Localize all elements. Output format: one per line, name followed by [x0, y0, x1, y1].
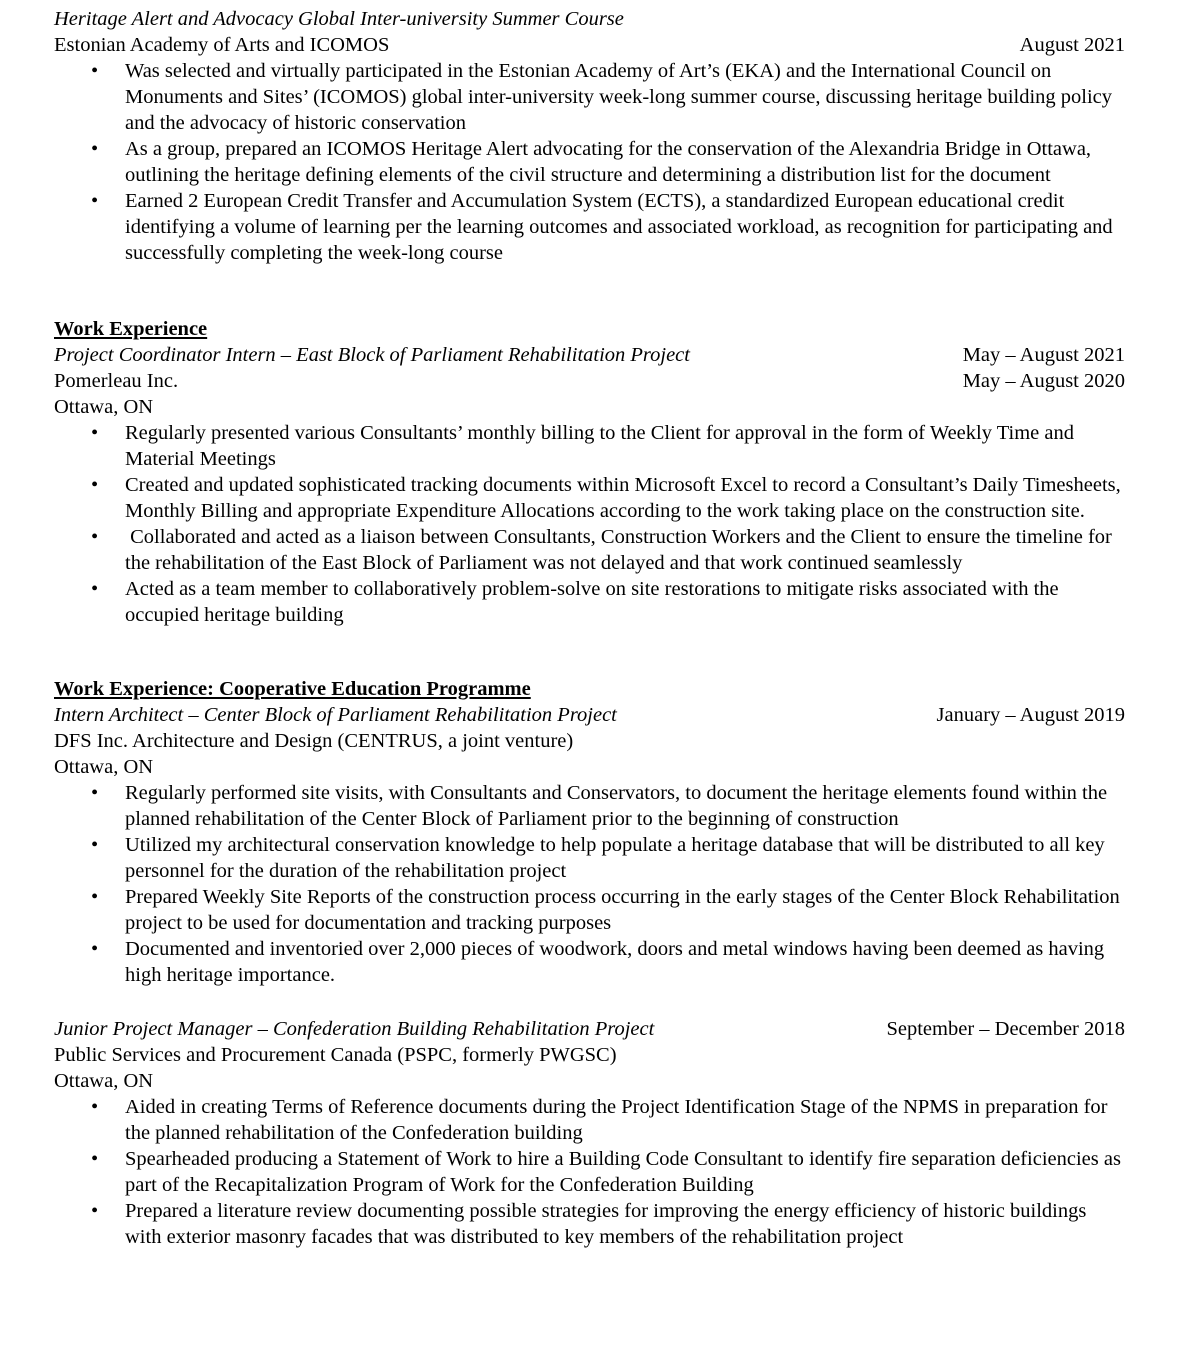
section-spacer: [54, 988, 1125, 1016]
section-heading: Work Experience: [54, 318, 208, 340]
date-range: May – August 2021: [962, 344, 1125, 366]
date-range: September – December 2018: [886, 1018, 1125, 1040]
entry-header-row: [54, 702, 1125, 728]
bullet-text: Earned 2 European Credit Transfer and Accumulation System (ECTS), a standardized European educational credit identifying a volume of learning per the learning outcomes and associated workload, as recognition for participating and successfully completing the week-long course: [125, 190, 1118, 264]
section-spacer: [54, 628, 1125, 676]
section-spacer: [54, 266, 1125, 316]
bullet-item: [54, 58, 1125, 136]
bullet-item: [54, 472, 1125, 524]
bullet-text: Aided in creating Terms of Reference documents during the Project Identification Stage of the NPMS in preparation for the planned rehabilitation of the Confederation building: [125, 1096, 1113, 1144]
bullet-item: [54, 832, 1125, 884]
bullet-list: [54, 58, 1125, 266]
bullet-text: Was selected and virtually participated in the Estonian Academy of Art’s (EKA) and the International Council on Monuments and Sites’ (ICOMOS) global inter-university week-long summer course, discussing heritage building policy and the advocacy of historic conservation: [125, 60, 1118, 134]
entry-pomerleau: [54, 316, 1125, 628]
org-name: DFS Inc. Architecture and Design (CENTRUS, a joint venture): [54, 730, 574, 752]
bullet-item: [54, 136, 1125, 188]
bullet-item: [54, 524, 1125, 576]
role-title: Intern Architect – Center Block of Parliament Rehabilitation Project: [54, 704, 617, 726]
bullet-item: [54, 780, 1125, 832]
role-title: Junior Project Manager – Confederation Building Rehabilitation Project: [54, 1018, 655, 1040]
bullet-text: Documented and inventoried over 2,000 pieces of woodwork, doors and metal windows having been deemed as having high heritage importance.: [125, 938, 1110, 986]
entry-pspc: [54, 1016, 1125, 1250]
bullet-item: [54, 1094, 1125, 1146]
bullet-text: Prepared Weekly Site Reports of the construction process occurring in the early stages of the Center Block Rehabilitation project to be used for documentation and tracking purposes: [125, 886, 1125, 934]
bullet-text: Created and updated sophisticated tracking documents within Microsoft Excel to record a Consultant’s Daily Timesheets, Monthly Billing and appropriate Expenditure Allocations according to the work taking place on the construction site.: [125, 474, 1126, 522]
role-title: Project Coordinator Intern – East Block of Parliament Rehabilitation Project: [54, 344, 690, 366]
bullet-list: [54, 420, 1125, 628]
section-heading: Work Experience: Cooperative Education Programme: [54, 678, 531, 700]
entry-header-row: [54, 1016, 1125, 1042]
org-name: Pomerleau Inc.: [54, 370, 179, 392]
role-title: Heritage Alert and Advocacy Global Inter-university Summer Course: [54, 8, 624, 30]
bullet-item: [54, 576, 1125, 628]
entry-org-row: [54, 32, 1125, 58]
date-range: August 2021: [1019, 34, 1125, 56]
entry-heritage-alert: [54, 6, 1125, 266]
bullet-text: Collaborated and acted as a liaison between Consultants, Construction Workers and the Client to ensure the timeline for the rehabilitation of the East Block of Parliament was not delayed and that work continued seamlessly: [125, 526, 1117, 574]
entry-header-row: [54, 342, 1125, 368]
bullet-item: [54, 420, 1125, 472]
location: Ottawa, ON: [54, 396, 154, 418]
entry-org-row: [54, 368, 1125, 394]
bullet-item: [54, 936, 1125, 988]
bullet-text: Prepared a literature review documenting possible strategies for improving the energy efficiency of historic buildings with exterior masonry facades that was distributed to key members of the rehabilitation project: [125, 1200, 1092, 1248]
bullet-text: Regularly performed site visits, with Consultants and Conservators, to document the heritage elements found within the planned rehabilitation of the Center Block of Parliament prior to the beginning of construction: [125, 782, 1113, 830]
bullet-item: [54, 884, 1125, 936]
org-name: Estonian Academy of Arts and ICOMOS: [54, 34, 390, 56]
bullet-text: Spearheaded producing a Statement of Work to hire a Building Code Consultant to identify fire separation deficiencies as part of the Recapitalization Program of Work for the Confederation Building: [125, 1148, 1127, 1196]
location: Ottawa, ON: [54, 1070, 154, 1092]
bullet-text: Regularly presented various Consultants’ monthly billing to the Client for approval in the form of Weekly Time and Material Meetings: [125, 422, 1080, 470]
bullet-text: Acted as a team member to collaboratively problem-solve on site restorations to mitigate risks associated with the occupied heritage building: [125, 578, 1064, 626]
bullet-text: As a group, prepared an ICOMOS Heritage Alert advocating for the conservation of the Alexandria Bridge in Ottawa, outlining the heritage defining elements of the civil structure and determining a distribution list for the document: [125, 138, 1097, 186]
bullet-text: Utilized my architectural conservation knowledge to help populate a heritage database that will be distributed to all key personnel for the duration of the rehabilitation project: [125, 834, 1110, 882]
bullet-item: [54, 1146, 1125, 1198]
org-name: Public Services and Procurement Canada (PSPC, formerly PWGSC): [54, 1044, 617, 1066]
bullet-item: [54, 1198, 1125, 1250]
bullet-item: [54, 188, 1125, 266]
bullet-list: [54, 1094, 1125, 1250]
date-range: May – August 2020: [962, 370, 1125, 392]
location: Ottawa, ON: [54, 756, 154, 778]
bullet-list: [54, 780, 1125, 988]
entry-dfs: [54, 676, 1125, 988]
entry-header-row: [54, 6, 1125, 32]
date-range: January – August 2019: [936, 704, 1125, 726]
